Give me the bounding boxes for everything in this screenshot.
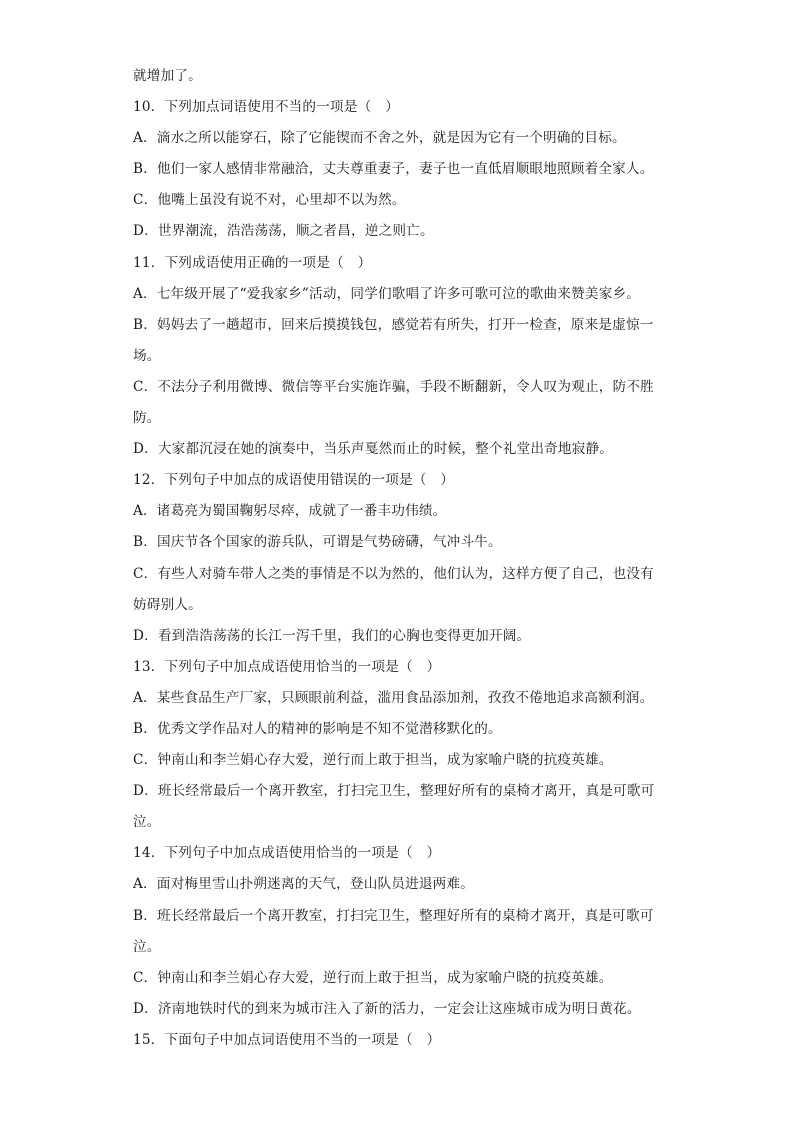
text-line: 泣。 <box>133 814 161 831</box>
answer-option: C．他嘴上虽没有说不对，心里却不以为然。 <box>133 192 406 209</box>
answer-option: B．妈妈去了一趟超市，回来后摸摸钱包，感觉若有所失，打开一检查，原来是虚惊一 <box>133 316 654 333</box>
answer-option: A．滴水之所以能穿石，除了它能锲而不舍之外，就是因为它有一个明确的目标。 <box>133 130 626 147</box>
answer-option: B．优秀文学作品对人的精神的影响是不知不觉潜移默化的。 <box>133 720 502 737</box>
text-line: 妨碍别人。 <box>133 596 202 613</box>
answer-option: D．看到浩浩荡荡的长江一泻千里，我们的心胸也变得更加开阔。 <box>133 627 531 644</box>
document-page <box>133 61 661 1056</box>
answer-option: C．钟南山和李兰娟心存大爱，逆行而上敢于担当，成为家喻户晓的抗疫英雄。 <box>133 752 613 769</box>
answer-option: D．世界潮流，浩浩荡荡，顺之者昌，逆之则亡。 <box>133 223 434 240</box>
answer-option: D．济南地铁时代的到来为城市注入了新的活力，一定会让这座城市成为明日黄花。 <box>133 1000 641 1017</box>
question-stem: 14．下列句子中加点成语使用恰当的一项是（ ） <box>133 845 441 862</box>
answer-option: B．班长经常最后一个离开教室，打扫完卫生，整理好所有的桌椅才离开，真是可歌可 <box>133 907 654 924</box>
answer-option: A．诸葛亮为蜀国鞠躬尽瘁，成就了一番丰功伟绩。 <box>133 503 447 520</box>
answer-option: C．钟南山和李兰娟心存大爱，逆行而上敢于担当，成为家喻户晓的抗疫英雄。 <box>133 969 613 986</box>
text-line: 泣。 <box>133 938 161 955</box>
answer-option: A．面对梅里雪山扑朔迷离的天气，登山队员进退两难。 <box>133 876 475 893</box>
answer-option: B．他们一家人感情非常融洽，丈夫尊重妻子，妻子也一直低眉顺眼地照顾着全家人。 <box>133 161 654 178</box>
answer-option: B．国庆节各个国家的游兵队，可谓是气势磅礴，气冲斗牛。 <box>133 534 502 551</box>
answer-option: A．某些食品生产厂家，只顾眼前利益，滥用食品添加剂，孜孜不倦地追求高额利润。 <box>133 689 654 706</box>
text-line: 场。 <box>133 347 161 364</box>
text-line: 防。 <box>133 410 161 427</box>
question-stem: 11．下列成语使用正确的一项是（ ） <box>133 254 372 271</box>
question-stem: 13．下列句子中加点成语使用恰当的一项是（ ） <box>133 658 441 675</box>
answer-option: C．不法分子利用微博、微信等平台实施诈骗，手段不断翻新，令人叹为观止，防不胜 <box>133 378 654 395</box>
answer-option: D．班长经常最后一个离开教室，打扫完卫生，整理好所有的桌椅才离开，真是可歌可 <box>133 783 655 800</box>
answer-option: D．大家都沉浸在她的演奏中，当乐声戛然而止的时候，整个礼堂出奇地寂静。 <box>133 441 614 458</box>
answer-option: A．七年级开展了“爱我家乡”活动，同学们歌唱了许多可歌可泣的歌曲来赞美家乡。 <box>133 285 641 302</box>
text-line: 就增加了。 <box>133 68 202 84</box>
question-stem: 12．下列句子中加点的成语使用错误的一项是（ ） <box>133 472 455 489</box>
question-stem: 15．下面句子中加点词语使用不当的一项是（ ） <box>133 1031 441 1048</box>
answer-option: C．有些人对骑车带人之类的事情是不以为然的，他们认为，这样方便了自己，也没有 <box>133 565 654 582</box>
question-stem: 10．下列加点词语使用不当的一项是（ ） <box>133 99 399 116</box>
